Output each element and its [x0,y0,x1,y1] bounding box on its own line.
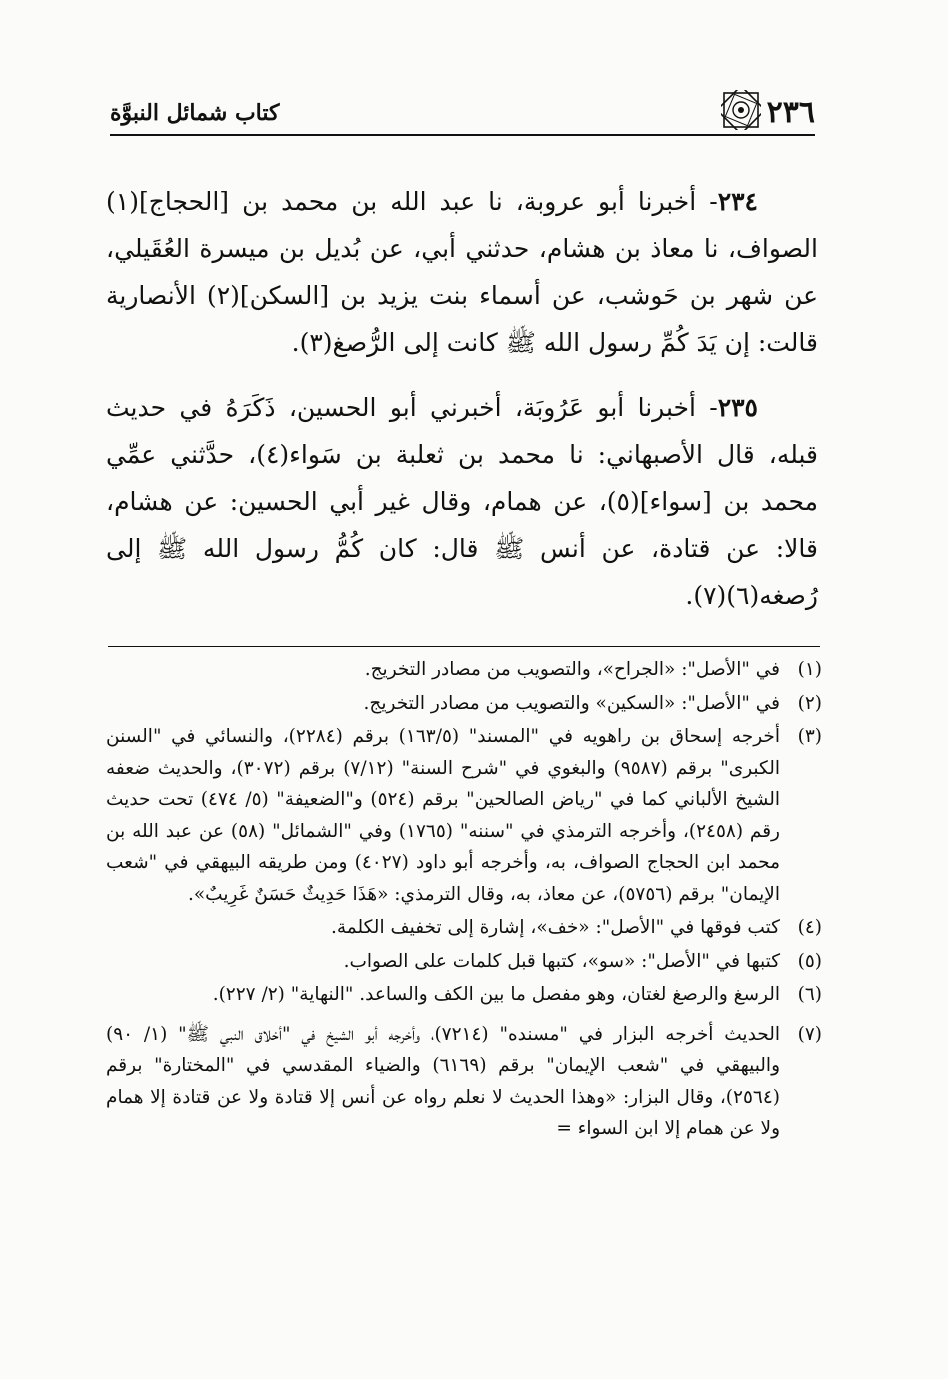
footnote-number: (١) [797,659,822,680]
footnote-text: في "الأصل": «السكين» والتصويب من مصادر التخريج. [363,692,780,714]
footnote-number: (٣) [797,726,822,747]
footnote-number: (٧) [797,1023,822,1045]
footnote-item [106,979,822,1011]
footnote-text: في "الأصل": «الجراح»، والتصويب من مصادر التخريج. [364,659,780,680]
footnote-number: (٦) [797,984,822,1005]
main-text [106,178,818,637]
footnote-number: (٢) [797,692,822,714]
page-number: ٢٣٦ [766,95,815,130]
footnote-item [106,654,822,686]
footnote-text: الرسغ والرصغ لغتان، وهو مفصل ما بين الكف والساعد. "النهاية" (٢/ ٢٢٧). [212,984,780,1005]
page-header [110,88,815,136]
footnote-item [106,1019,822,1145]
hadith-paragraph [106,178,818,366]
footnote-separator [108,646,820,647]
hadith-paragraph [106,384,818,619]
footnote-number: (٥) [797,950,822,972]
hadith-text: - أخبرنا أبو عَرُوبَة، أخبرني أبو الحسين، ذَكَرَهُ في حديث قبله، قال الأصبهاني: نا محمد بن ثعلبة بن سَواء(٤)، حدَّثني عمِّي محمد بن [سواء](٥)، عن همام، وقال غير أبي الحسين: عن هشام، قالا: عن قتادة، عن أنس ﷺ قال: كان كُمُّ رسول الله ﷺ إلى رُصغه(٦)(٧). [106,393,819,610]
header-page-number-group [715,90,815,134]
footnote-item [106,688,822,720]
footnote-text: الحديث أخرجه البزار في "مسنده" (٧٢١٤)، وأخرجه أبو الشيخ في "أخلاق النبي ﷺ" (١/ ٩٠) والبيهقي في "شعب الإيمان" برقم (٦١٦٩) والضياء المقدسي في "المختارة" برقم (٢٥٦٤)، وقال البزار: «وهذا الحديث لا نعلم رواه عن أنس إلا قتادة ولا عن قتادة إلا همام ولا عن همام إلا ابن السواء = [106,1023,780,1139]
footnote-text: أخرجه إسحاق بن راهويه في "المسند" (١٦٣/٥) برقم (٢٢٨٤)، والنسائي في "السنن الكبرى" برقم (٩٥٨٧) والبغوي في "شرح السنة" (٧/١٢) برقم (٣٠٧٢)، والحديث ضعفه الشيخ الألباني كما في "رياض الصالحين" برقم (٥٢٤) و"الضعيفة" (٥/ ٤٧٤) تحت حديث رقم (٢٤٥٨)، وأخرجه الترمذي في "سننه" (١٧٦٥) وفي "الشمائل" (٥٨) عن عبد الله بن محمد ابن الحجاج الصواف، به، وأخرجه أبو داود (٤٠٢٧) ومن طريقه البيهقي في "شعب الإيمان" برقم (٥٧٥٦)، عن معاذ، به، وقال الترمذي: «هَذَا حَدِيثٌ حَسَنٌ غَرِيبٌ». [106,726,781,905]
hadith-text: - أخبرنا أبو عروبة، نا عبد الله بن محمد بن [الحجاج](١) الصواف، نا معاذ بن هشام، حدثني أبي، عن بُديل بن ميسرة العُقَيلي، عن شهر بن حَوشب، عن أسماء بنت يزيد بن [السكن](٢) الأنصارية قالت: إن يَدَ كُمِّ رسول الله ﷺ كانت إلى الرُّصغ(٣). [106,187,819,357]
footnote-number: (٤) [797,917,822,938]
footnote-item [106,721,822,910]
islamic-star-ornament-icon [721,90,761,130]
footnote-item [106,912,822,944]
hadith-number: ٢٣٤ [717,187,758,216]
book-title: كتاب شمائل النبوَّة [110,100,280,126]
footnote-text: كتبها في "الأصل": «سو»، كتبها قبل كلمات على الصواب. [343,950,780,972]
footnote-text: كتب فوقها في "الأصل": «خف»، إشارة إلى تخفيف الكلمة. [330,917,780,938]
footnotes [106,654,822,1147]
footnote-item [106,946,822,978]
hadith-number: ٢٣٥ [717,393,758,422]
